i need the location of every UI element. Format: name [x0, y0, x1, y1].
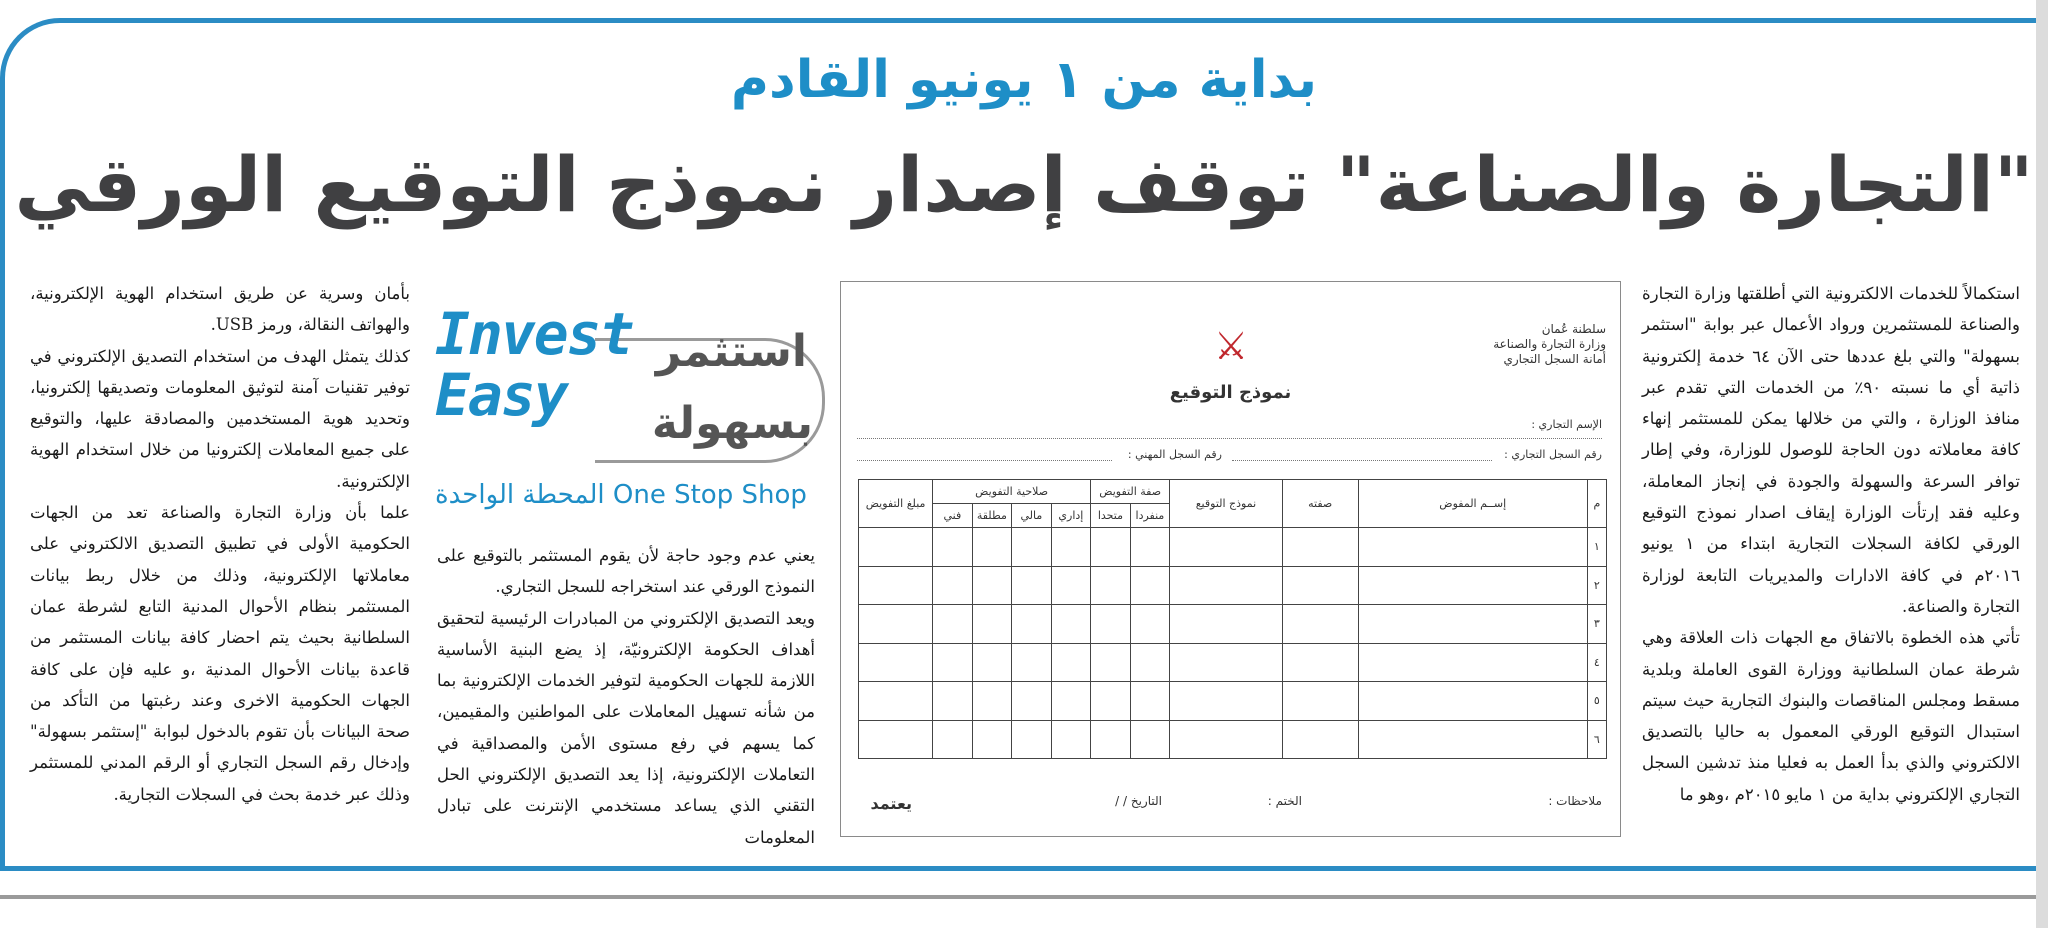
th-absolute: مطلقة — [972, 504, 1012, 528]
signature-form-image — [840, 281, 1621, 837]
logo-easy: Easy — [435, 361, 567, 429]
th-amount: مبلغ التفويض — [859, 480, 933, 528]
th-technical: فني — [933, 504, 973, 528]
th-num: م — [1587, 480, 1606, 528]
form-org-block — [1493, 322, 1606, 367]
paragraph: علما بأن وزارة التجارة والصناعة تعد من الجهات الحكومية الأولى في تطبيق التصديق الالكتروني على معاملاتها الإلكترونية، وذلك من خلال ربط بيانات المستثمر بنظام الأحوال المدنية التابع لشرطة عمان السلطانية بحيث يتم احضار كافة بيانات المستثمر من قاعدة بيانات الأحوال المدنية ،و عليه فإن على كافة الجهات الحكومية الاخرى وعند رغبتها من التأكد من صحة البيانات بأن تقوم بالدخول لبوابة "إستثمر بسهولة" وإدخال رقم السجل التجاري أو الرقم المدني للمستثمر وذلك عبر خدمة بحث في السجلات التجارية. — [30, 503, 410, 804]
th-capacity: صفته — [1282, 480, 1358, 528]
org-name: سلطنة عُمان — [1541, 322, 1606, 336]
row-number: ٦ — [1587, 720, 1606, 759]
paragraph: ويعد التصديق الإلكتروني من المبادرات الرئيسية لتحقيق أهداف الحكومة الإلكترونيّة، إذ يضع البنية الأساسية اللازمة للجهات الحكومية لتوفير الخدمات الإلكترونية بما من شأنه تسهيل المعاملات على المواطنين والمقيمين، كما يسهم في رفع مستوى الأمن والمصداقية في التعاملات الإلكترونية، إذا يعد التصديق الإلكتروني الحل التقني الذي يساعد مستخدمي الإنترنت على تبادل المعلومات — [437, 608, 815, 847]
dotted-line — [857, 460, 1112, 461]
table-row — [859, 605, 1607, 644]
dotted-line — [1232, 460, 1492, 461]
oman-emblem-icon: ⚔ — [1213, 324, 1249, 368]
table-row — [859, 720, 1607, 759]
row-number: ٣ — [1587, 605, 1606, 644]
th-delegate: إســم المفوض — [1358, 480, 1587, 528]
row-number: ٤ — [1587, 643, 1606, 682]
field-label: رقم السجل التجاري : — [1504, 448, 1602, 461]
th-individual: منفردا — [1130, 504, 1170, 528]
approve-label: يعتمد — [870, 794, 912, 813]
row-number: ٢ — [1587, 566, 1606, 605]
form-table — [858, 479, 1607, 759]
row-number: ٥ — [1587, 682, 1606, 721]
field-label: رقم السجل المهني : — [1127, 448, 1222, 461]
th-sample: نموذج التوقيع — [1170, 480, 1283, 528]
field-label: الإسم التجاري : — [1531, 418, 1602, 431]
th-deleg-type: صفة التفويض — [1091, 480, 1170, 504]
th-financial: مالي — [1012, 504, 1052, 528]
article-column-right — [1642, 278, 2020, 810]
paragraph: يعني عدم وجود حاجة لأن يقوم المستثمر بالتوقيع على النموذج الورقي عند استخراجه للسجل التجاري. — [437, 546, 815, 597]
form-footer — [857, 794, 1602, 814]
logo-tagline: المحطة الواحدة One Stop Shop — [435, 480, 807, 510]
logo-arabic-1: استثمر — [655, 326, 807, 377]
article-kicker: بداية من ١ يونيو القادم — [730, 50, 1318, 110]
form-title: نموذج التوقيع — [1169, 382, 1292, 403]
logo-invest: Invest — [435, 300, 633, 368]
logo-arabic-2: بسهولة — [651, 398, 813, 449]
paragraph: تأتي هذه الخطوة بالاتفاق مع الجهات ذات العلاقة وهي شرطة عمان السلطانية ووزارة القوى العاملة وبلدية مسقط ومجلس المناقصات والبنوك التجارية حيث سيتم استبدال التوقيع الورقي المعمول به حاليا بالتصديق الالكتروني والذي بدأ العمل به فعليا منذ تدشين السجل التجاري الإلكتروني بداية من ١ مايو ٢٠١٥م ،وهو ما — [1642, 628, 2020, 804]
table-row — [859, 682, 1607, 721]
stamp-label: الختم : — [1267, 794, 1302, 808]
paragraph: كذلك يتمثل الهدف من استخدام التصديق الإلكتروني في توفير تقنيات آمنة لتوثيق المعلومات وتصديقها إلكترونيا، وتحديد هوية المستخدمين والمصادقة عليها، والتوقيع على جميع المعاملات إلكترونيا من خلال استخدام الهوية الإلكترونية. — [30, 346, 410, 491]
bottom-divider — [0, 895, 2036, 899]
notes-label: ملاحظات : — [1548, 794, 1602, 808]
table-row — [859, 566, 1607, 605]
table-row — [859, 643, 1607, 682]
date-label: التاريخ / / — [1115, 794, 1162, 808]
table-row — [859, 528, 1607, 567]
invest-easy-logo — [430, 300, 825, 520]
paragraph: بأمان وسرية عن طريق استخدام الهوية الإلكترونية، والهواتف النقالة، ورمز USB. — [30, 284, 410, 335]
th-joint: متحدا — [1091, 504, 1131, 528]
article-column-left — [30, 278, 410, 810]
row-number: ١ — [1587, 528, 1606, 567]
form-field-trade-name — [857, 418, 1602, 439]
article-headline: "التجارة والصناعة" توقف إصدار نموذج التوقيع الورقي — [14, 140, 2034, 229]
th-admin: إداري — [1051, 504, 1091, 528]
article-column-middle — [437, 540, 815, 853]
registry-name: أمانة السجل التجاري — [1503, 352, 1606, 366]
ministry-name: وزارة التجارة والصناعة — [1493, 337, 1606, 351]
th-authority: صلاحية التفويض — [933, 480, 1091, 504]
paragraph: استكمالاً للخدمات الالكترونية التي أطلقتها وزارة التجارة والصناعة للمستثمرين ورواد الأعمال عبر بوابة "استثمر بسهولة" والتي بلغ عددها حتى الآن ٦٤ خدمة إلكترونية ذاتية أي ما نسبته ٩٠٪ من الخدمات التي تقدم عبر منافذ الوزارة ، والتي من خلالها يمكن للمستثمر إنهاء كافة معاملاته دون الحاجة للوصول للوزارة، وفي إطار توافر السرعة والسهولة والجودة في إنجاز المعاملة، وعليه فقد إرتأت الوزارة إيقاف اصدار نموذج التوقيع الورقي لكافة السجلات التجارية ابتداء من ١ يونيو ٢٠١٦م في كافة الادارات والمديريات التابعة لوزارة التجارة والصناعة. — [1642, 284, 2020, 616]
form-field-registry — [857, 448, 1602, 468]
